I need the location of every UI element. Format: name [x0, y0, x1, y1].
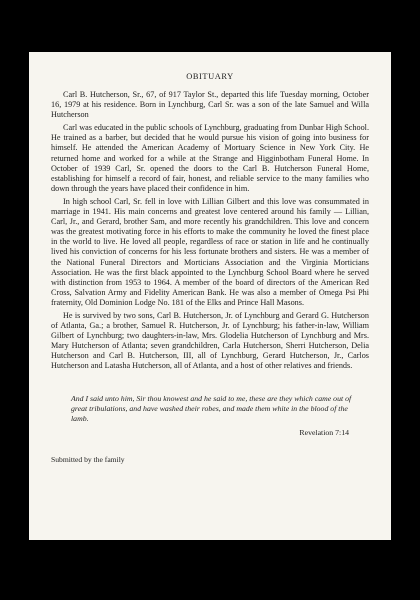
paragraph-survivors: He is survived by two sons, Carl B. Hutcherson, Jr. of Lynchburg and Gerard G. Hutcherson of Atlanta, Ga.; a brother, Samuel R. Hutcherson, Jr. of Lynchburg; his father-in-law, William Gilbert of Lynchburg; two daughters-in-law, Mrs. Glodelia Hutcherson of Lynchburg and Mrs. Mary Hutcherson of Atlanta; seven grandchildren, Carla Hutcherson, Sherri Hutcherson, Delia Hutcherson and Carl B. Hutcherson, III, all of Lynchburg, Gerard Hutcherson, Jr., Carlos Hutcherson and Latasha Hutcherson, all of Atlanta, and a host of other relatives and friends.: [51, 310, 369, 371]
page-title: OBITUARY: [186, 72, 234, 81]
paragraph-intro: Carl B. Hutcherson, Sr., 67, of 917 Taylor St., departed this life Tuesday morning, October 16, 1979 at his residence. Born in Lynchburg, Carl Sr. was a son of the late Samuel and Willa Hutcherson: [51, 90, 369, 120]
obituary-page: [29, 52, 391, 540]
scripture-reference: Revelation 7:14: [299, 427, 349, 437]
submitted-by-note: Submitted by the family: [51, 454, 125, 464]
paragraph-career: Carl was educated in the public schools of Lynchburg, graduating from Dunbar High School. He trained as a barber, but decided that he would pursue his vision of going into business for himself. He attended the American Academy of Mortuary Science in New York City. He returned home and worked for a while at the Strange and Higginbotham Funeral Home. In October of 1939 Carl, Sr. opened the doors to the Carl B. Hutcherson Funeral Home, establishing for himself a record of fair, honest, and reliable service to the many families who down through the years have placed their confidence in him.: [51, 123, 369, 193]
paragraph-family-community: In high school Carl, Sr. fell in love with Lillian Gilbert and this love was consummated in marriage in 1941. His main concerns and greatest love centered around his family — Lillian, Carl, Jr., and Gerard, brother Sam, and more recently his grandchildren. This love and concern was the greatest motivating force in his efforts to make the community he loved the finest place in the world to live. He loved all people, regardless of race or station in life and he continually lived his conviction of concerns for his less fortunate brothers and sisters. He was a member of the National Funeral Directors and Morticians Association and the Virginia Morticians Association. He was the first black appointed to the Lynchburg School Board where he served with distinction from 1953 to 1964. A member of the board of directors of the American Red Cross, Salvation Army and Fidelity American Bank. He was also a member of Omega Psi Phi fraternity, Old Dominion Lodge No. 181 of the Elks and Prince Hall Masons.: [51, 196, 369, 307]
scripture-verse: And I said unto him, Sir thou knowest and he said to me, these are they which came out of great tribulations, and have washed their robes, and made them white in the blood of the lamb.: [71, 393, 352, 423]
